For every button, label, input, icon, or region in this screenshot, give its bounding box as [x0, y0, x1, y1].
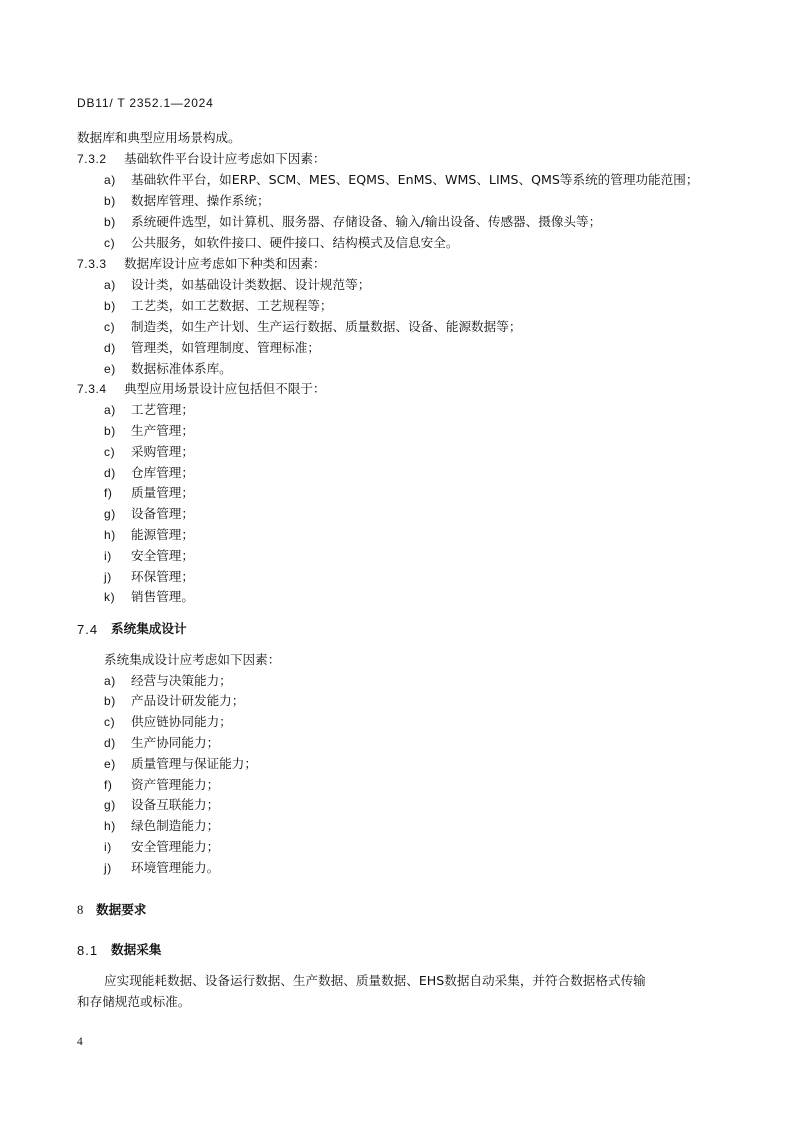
list-item-label: d)	[104, 736, 116, 750]
list-item-text: 管理类，如管理制度、管理标准；	[131, 340, 320, 355]
section-title: 数据采集	[111, 942, 162, 957]
doc-id: DB11/ T 2352.1—2024	[77, 96, 214, 110]
list-item-text: 设计类，如基础设计类数据、设计规范等；	[131, 277, 371, 292]
list-item-label: j)	[104, 570, 112, 584]
clause-text: 基础软件平台设计应考虑如下因素：	[124, 151, 326, 166]
list-item-label: a)	[104, 278, 116, 292]
list-item-label: e)	[104, 757, 116, 771]
list-item-label: b)	[104, 299, 116, 313]
list-item-label: b)	[104, 215, 116, 229]
list-item-text: 工艺管理；	[131, 402, 194, 417]
list-item-text: 工艺类，如工艺数据、工艺规程等；	[131, 298, 333, 313]
list-item-label: h)	[104, 819, 116, 833]
list-item-label: a)	[104, 173, 116, 187]
page-number: 4	[77, 1036, 83, 1048]
list-item-text: 数据库管理、操作系统；	[131, 193, 270, 208]
list-item-text: 环境管理能力。	[131, 860, 220, 875]
list-item-text: 环保管理；	[131, 569, 194, 584]
clause-number: 7.3.2	[77, 152, 107, 166]
list-item-text: 数据标准体系库。	[131, 361, 232, 376]
list-item-label: f)	[104, 778, 113, 792]
clause-text: 数据库设计应考虑如下种类和因素：	[124, 256, 326, 271]
section-number: 8.1	[77, 943, 99, 958]
list-item-label: c)	[104, 715, 116, 729]
list-item-label: d)	[104, 341, 116, 355]
section-intro: 系统集成设计应考虑如下因素：	[104, 652, 281, 667]
list-item-text: 公共服务，如软件接口、硬件接口、结构模式及信息安全。	[131, 235, 459, 250]
list-item-text: 生产协同能力；	[131, 735, 220, 750]
list-item-text: 产品设计研发能力；	[131, 693, 245, 708]
list-item-text: 经营与决策能力；	[131, 673, 232, 688]
list-item-label: g)	[104, 798, 116, 812]
clause-number: 7.3.3	[77, 257, 107, 271]
list-item-text: 能源管理；	[131, 527, 194, 542]
list-item-label: f)	[104, 486, 113, 500]
list-item-label: a)	[104, 403, 116, 417]
list-item-label: c)	[104, 320, 116, 334]
list-item-text: 供应链协同能力；	[131, 714, 232, 729]
list-item-text: 安全管理；	[131, 548, 194, 563]
chapter-title: 数据要求	[96, 902, 147, 917]
section-title: 系统集成设计	[111, 621, 187, 636]
list-item-label: i)	[104, 840, 112, 854]
list-item-label: c)	[104, 236, 116, 250]
list-item-label: b)	[104, 694, 116, 708]
list-item-text: 采购管理；	[131, 444, 194, 459]
list-item-label: b)	[104, 194, 116, 208]
section-number: 7.4	[77, 622, 99, 637]
list-item-text: 资产管理能力；	[131, 777, 220, 792]
list-item-text: 设备管理；	[131, 506, 194, 521]
list-item-text: 基础软件平台，如ERP、SCM、MES、EQMS、EnMS、WMS、LIMS、QMS等系统的管理功能范围；	[131, 172, 699, 187]
list-item-label: g)	[104, 507, 116, 521]
list-item-label: h)	[104, 528, 116, 542]
list-item-text: 安全管理能力；	[131, 839, 220, 854]
list-item-label: e)	[104, 362, 116, 376]
paragraph-line: 和存储规范或标准。	[77, 994, 191, 1009]
list-item-text: 设备互联能力；	[131, 797, 220, 812]
list-item-label: b)	[104, 424, 116, 438]
list-item-text: 仓库管理；	[131, 465, 194, 480]
list-item-text: 销售管理。	[131, 589, 194, 604]
list-item-label: d)	[104, 466, 116, 480]
list-item-label: i)	[104, 549, 112, 563]
list-item-label: j)	[104, 861, 112, 875]
list-item-text: 绿色制造能力；	[131, 818, 220, 833]
list-item-label: c)	[104, 445, 116, 459]
clause-text: 典型应用场景设计应包括但不限于：	[124, 381, 326, 396]
list-item-text: 生产管理；	[131, 423, 194, 438]
list-item-label: a)	[104, 674, 116, 688]
list-item-text: 质量管理；	[131, 485, 194, 500]
list-item-text: 制造类，如生产计划、生产运行数据、质量数据、设备、能源数据等；	[131, 319, 522, 334]
intro-line: 数据库和典型应用场景构成。	[77, 130, 241, 145]
list-item-text: 质量管理与保证能力；	[131, 756, 257, 771]
clause-number: 7.3.4	[77, 382, 107, 396]
list-item-text: 系统硬件选型，如计算机、服务器、存储设备、输入/输出设备、传感器、摄像头等；	[131, 214, 602, 229]
chapter-number: 8	[77, 903, 84, 917]
paragraph-line: 应实现能耗数据、设备运行数据、生产数据、质量数据、EHS数据自动采集，并符合数据格式传输	[104, 973, 646, 988]
list-item-label: k)	[104, 590, 116, 604]
